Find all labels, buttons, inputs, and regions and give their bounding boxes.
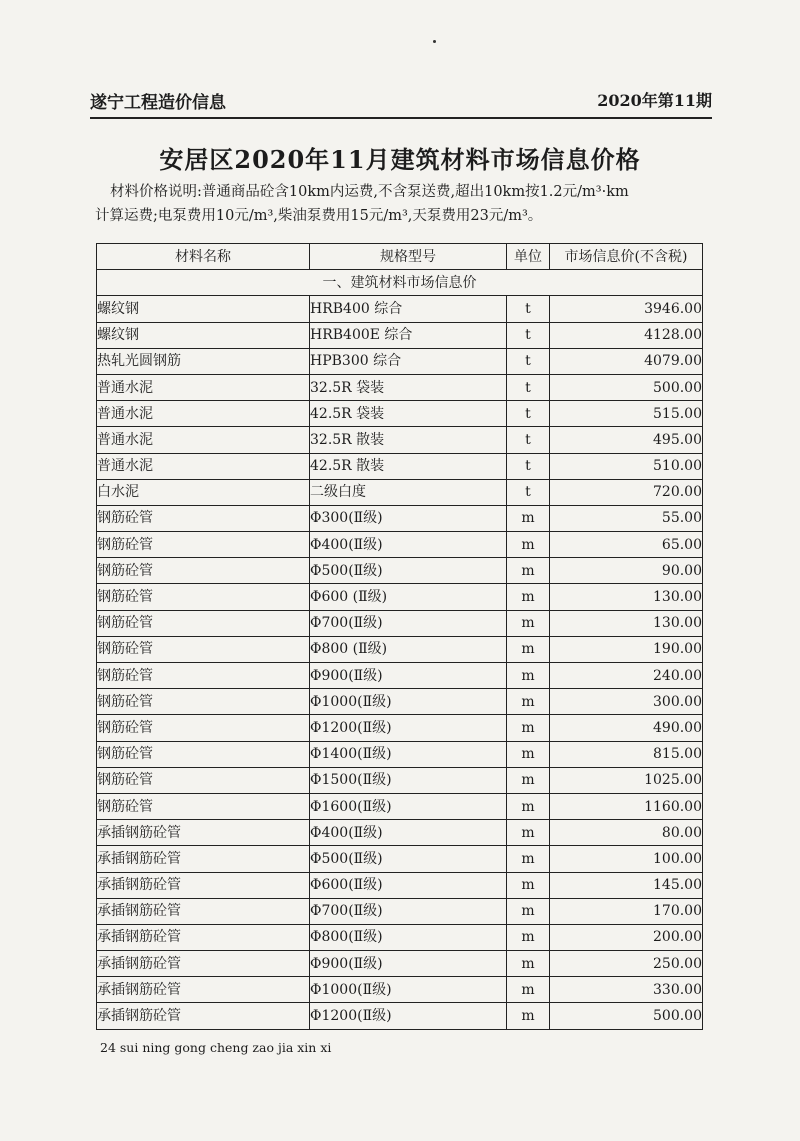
- cell-spec: Φ1000(Ⅱ级): [310, 689, 507, 715]
- cell-name: 热轧光圆钢筋: [97, 348, 310, 374]
- cell-unit: t: [507, 374, 550, 400]
- price-note-line2: 计算运费;电泵费用10元/m³,柴油泵费用15元/m³,天泵费用23元/m³。: [95, 208, 543, 224]
- table-row: [97, 584, 703, 610]
- cell-name: 钢筋砼管: [97, 532, 310, 558]
- table-row: [97, 924, 703, 950]
- cell-spec: Φ1600(Ⅱ级): [310, 793, 507, 819]
- table-row: [97, 453, 703, 479]
- cell-price: 500.00: [550, 374, 703, 400]
- cell-unit: t: [507, 296, 550, 322]
- cell-name: 承插钢筋砼管: [97, 924, 310, 950]
- table-row: [97, 898, 703, 924]
- cell-price: 1025.00: [550, 767, 703, 793]
- cell-price: 500.00: [550, 1003, 703, 1029]
- cell-price: 300.00: [550, 689, 703, 715]
- table-row: [97, 532, 703, 558]
- cell-unit: m: [507, 820, 550, 846]
- cell-price: 170.00: [550, 898, 703, 924]
- table-row: [97, 846, 703, 872]
- table-row: [97, 1003, 703, 1029]
- cell-unit: t: [507, 348, 550, 374]
- table-row: [97, 663, 703, 689]
- cell-unit: m: [507, 532, 550, 558]
- header-material-name: 材料名称: [97, 244, 310, 270]
- table-header-row: [97, 244, 703, 270]
- cell-spec: Φ300(Ⅱ级): [310, 505, 507, 531]
- cell-unit: m: [507, 846, 550, 872]
- cell-price: 100.00: [550, 846, 703, 872]
- table-row: [97, 767, 703, 793]
- price-note-line1: 材料价格说明:普通商品砼含10km内运费,不含泵送费,超出10km按1.2元/m³·km: [110, 184, 629, 200]
- table-row: [97, 479, 703, 505]
- cell-unit: m: [507, 505, 550, 531]
- cell-spec: Φ700(Ⅱ级): [310, 610, 507, 636]
- table-row: [97, 427, 703, 453]
- cell-unit: m: [507, 689, 550, 715]
- table-row: [97, 951, 703, 977]
- cell-unit: t: [507, 479, 550, 505]
- table-row: [97, 872, 703, 898]
- cell-name: 白水泥: [97, 479, 310, 505]
- cell-spec: 32.5R 袋装: [310, 374, 507, 400]
- issue-number: 2020年第11期: [597, 91, 712, 110]
- page-header: [90, 88, 712, 114]
- cell-name: 承插钢筋砼管: [97, 1003, 310, 1029]
- cell-name: 承插钢筋砼管: [97, 898, 310, 924]
- cell-name: 钢筋砼管: [97, 715, 310, 741]
- cell-spec: Φ1400(Ⅱ级): [310, 741, 507, 767]
- cell-unit: m: [507, 924, 550, 950]
- cell-price: 510.00: [550, 453, 703, 479]
- cell-spec: 42.5R 散装: [310, 453, 507, 479]
- table-row: [97, 505, 703, 531]
- cell-name: 普通水泥: [97, 401, 310, 427]
- cell-price: 4079.00: [550, 348, 703, 374]
- cell-price: 250.00: [550, 951, 703, 977]
- cell-unit: m: [507, 898, 550, 924]
- table-row: [97, 715, 703, 741]
- cell-spec: Φ400(Ⅱ级): [310, 532, 507, 558]
- cell-price: 130.00: [550, 584, 703, 610]
- cell-price: 490.00: [550, 715, 703, 741]
- cell-name: 普通水泥: [97, 427, 310, 453]
- cell-unit: m: [507, 584, 550, 610]
- cell-unit: m: [507, 741, 550, 767]
- table-row: [97, 348, 703, 374]
- cell-price: 495.00: [550, 427, 703, 453]
- cell-name: 承插钢筋砼管: [97, 820, 310, 846]
- cell-price: 130.00: [550, 610, 703, 636]
- cell-unit: m: [507, 610, 550, 636]
- section-row: [97, 270, 703, 296]
- table-row: [97, 374, 703, 400]
- cell-name: 钢筋砼管: [97, 793, 310, 819]
- table-row: [97, 322, 703, 348]
- page-footer: 24 sui ning gong cheng zao jia xin xi: [100, 1040, 332, 1055]
- cell-spec: HRB400 综合: [310, 296, 507, 322]
- cell-price: 1160.00: [550, 793, 703, 819]
- cell-spec: Φ400(Ⅱ级): [310, 820, 507, 846]
- cell-name: 钢筋砼管: [97, 689, 310, 715]
- cell-name: 承插钢筋砼管: [97, 977, 310, 1003]
- cell-spec: 二级白度: [310, 479, 507, 505]
- cell-spec: Φ500(Ⅱ级): [310, 846, 507, 872]
- cell-spec: Φ1200(Ⅱ级): [310, 715, 507, 741]
- journal-name: 遂宁工程造价信息: [90, 93, 226, 113]
- cell-price: 815.00: [550, 741, 703, 767]
- table-row: [97, 610, 703, 636]
- table-row: [97, 636, 703, 662]
- cell-price: 145.00: [550, 872, 703, 898]
- table-row: [97, 401, 703, 427]
- cell-price: 90.00: [550, 558, 703, 584]
- header-price: 市场信息价(不含税): [550, 244, 703, 270]
- cell-unit: m: [507, 636, 550, 662]
- cell-price: 240.00: [550, 663, 703, 689]
- table-row: [97, 820, 703, 846]
- cell-unit: t: [507, 322, 550, 348]
- cell-name: 钢筋砼管: [97, 505, 310, 531]
- table-row: [97, 558, 703, 584]
- cell-name: 钢筋砼管: [97, 584, 310, 610]
- cell-name: 钢筋砼管: [97, 558, 310, 584]
- cell-unit: m: [507, 977, 550, 1003]
- cell-unit: m: [507, 558, 550, 584]
- cell-spec: Φ1000(Ⅱ级): [310, 977, 507, 1003]
- cell-name: 承插钢筋砼管: [97, 951, 310, 977]
- section-title: 一、建筑材料市场信息价: [97, 270, 703, 296]
- cell-unit: m: [507, 872, 550, 898]
- cell-spec: HPB300 综合: [310, 348, 507, 374]
- cell-spec: Φ800(Ⅱ级): [310, 924, 507, 950]
- cell-price: 200.00: [550, 924, 703, 950]
- cell-name: 钢筋砼管: [97, 610, 310, 636]
- cell-spec: Φ500(Ⅱ级): [310, 558, 507, 584]
- cell-name: 螺纹钢: [97, 322, 310, 348]
- cell-unit: m: [507, 793, 550, 819]
- cell-unit: t: [507, 427, 550, 453]
- cell-price: 4128.00: [550, 322, 703, 348]
- cell-spec: Φ800 (Ⅱ级): [310, 636, 507, 662]
- table-row: [97, 793, 703, 819]
- cell-unit: t: [507, 453, 550, 479]
- cell-name: 钢筋砼管: [97, 741, 310, 767]
- cell-name: 承插钢筋砼管: [97, 846, 310, 872]
- cell-price: 55.00: [550, 505, 703, 531]
- cell-spec: 42.5R 袋装: [310, 401, 507, 427]
- cell-spec: HRB400E 综合: [310, 322, 507, 348]
- header-unit: 单位: [507, 244, 550, 270]
- table-row: [97, 296, 703, 322]
- cell-unit: m: [507, 1003, 550, 1029]
- header-spec: 规格型号: [310, 244, 507, 270]
- cell-price: 80.00: [550, 820, 703, 846]
- header-rule: [90, 117, 712, 119]
- cell-price: 190.00: [550, 636, 703, 662]
- speck: [433, 40, 436, 43]
- cell-price: 330.00: [550, 977, 703, 1003]
- cell-name: 承插钢筋砼管: [97, 872, 310, 898]
- cell-name: 普通水泥: [97, 453, 310, 479]
- cell-spec: Φ700(Ⅱ级): [310, 898, 507, 924]
- cell-name: 普通水泥: [97, 374, 310, 400]
- cell-name: 钢筋砼管: [97, 636, 310, 662]
- cell-spec: Φ1200(Ⅱ级): [310, 1003, 507, 1029]
- cell-price: 65.00: [550, 532, 703, 558]
- page-title: 安居区2020年11月建筑材料市场信息价格: [159, 145, 641, 174]
- cell-unit: m: [507, 715, 550, 741]
- cell-unit: m: [507, 767, 550, 793]
- cell-spec: Φ900(Ⅱ级): [310, 951, 507, 977]
- cell-spec: 32.5R 散装: [310, 427, 507, 453]
- cell-price: 720.00: [550, 479, 703, 505]
- table-row: [97, 689, 703, 715]
- cell-spec: Φ600(Ⅱ级): [310, 872, 507, 898]
- cell-spec: Φ900(Ⅱ级): [310, 663, 507, 689]
- table-row: [97, 741, 703, 767]
- cell-spec: Φ1500(Ⅱ级): [310, 767, 507, 793]
- cell-unit: m: [507, 663, 550, 689]
- price-table: [96, 243, 703, 1030]
- cell-unit: t: [507, 401, 550, 427]
- cell-name: 螺纹钢: [97, 296, 310, 322]
- cell-price: 515.00: [550, 401, 703, 427]
- cell-price: 3946.00: [550, 296, 703, 322]
- cell-unit: m: [507, 951, 550, 977]
- cell-spec: Φ600 (Ⅱ级): [310, 584, 507, 610]
- cell-name: 钢筋砼管: [97, 767, 310, 793]
- cell-name: 钢筋砼管: [97, 663, 310, 689]
- table-row: [97, 977, 703, 1003]
